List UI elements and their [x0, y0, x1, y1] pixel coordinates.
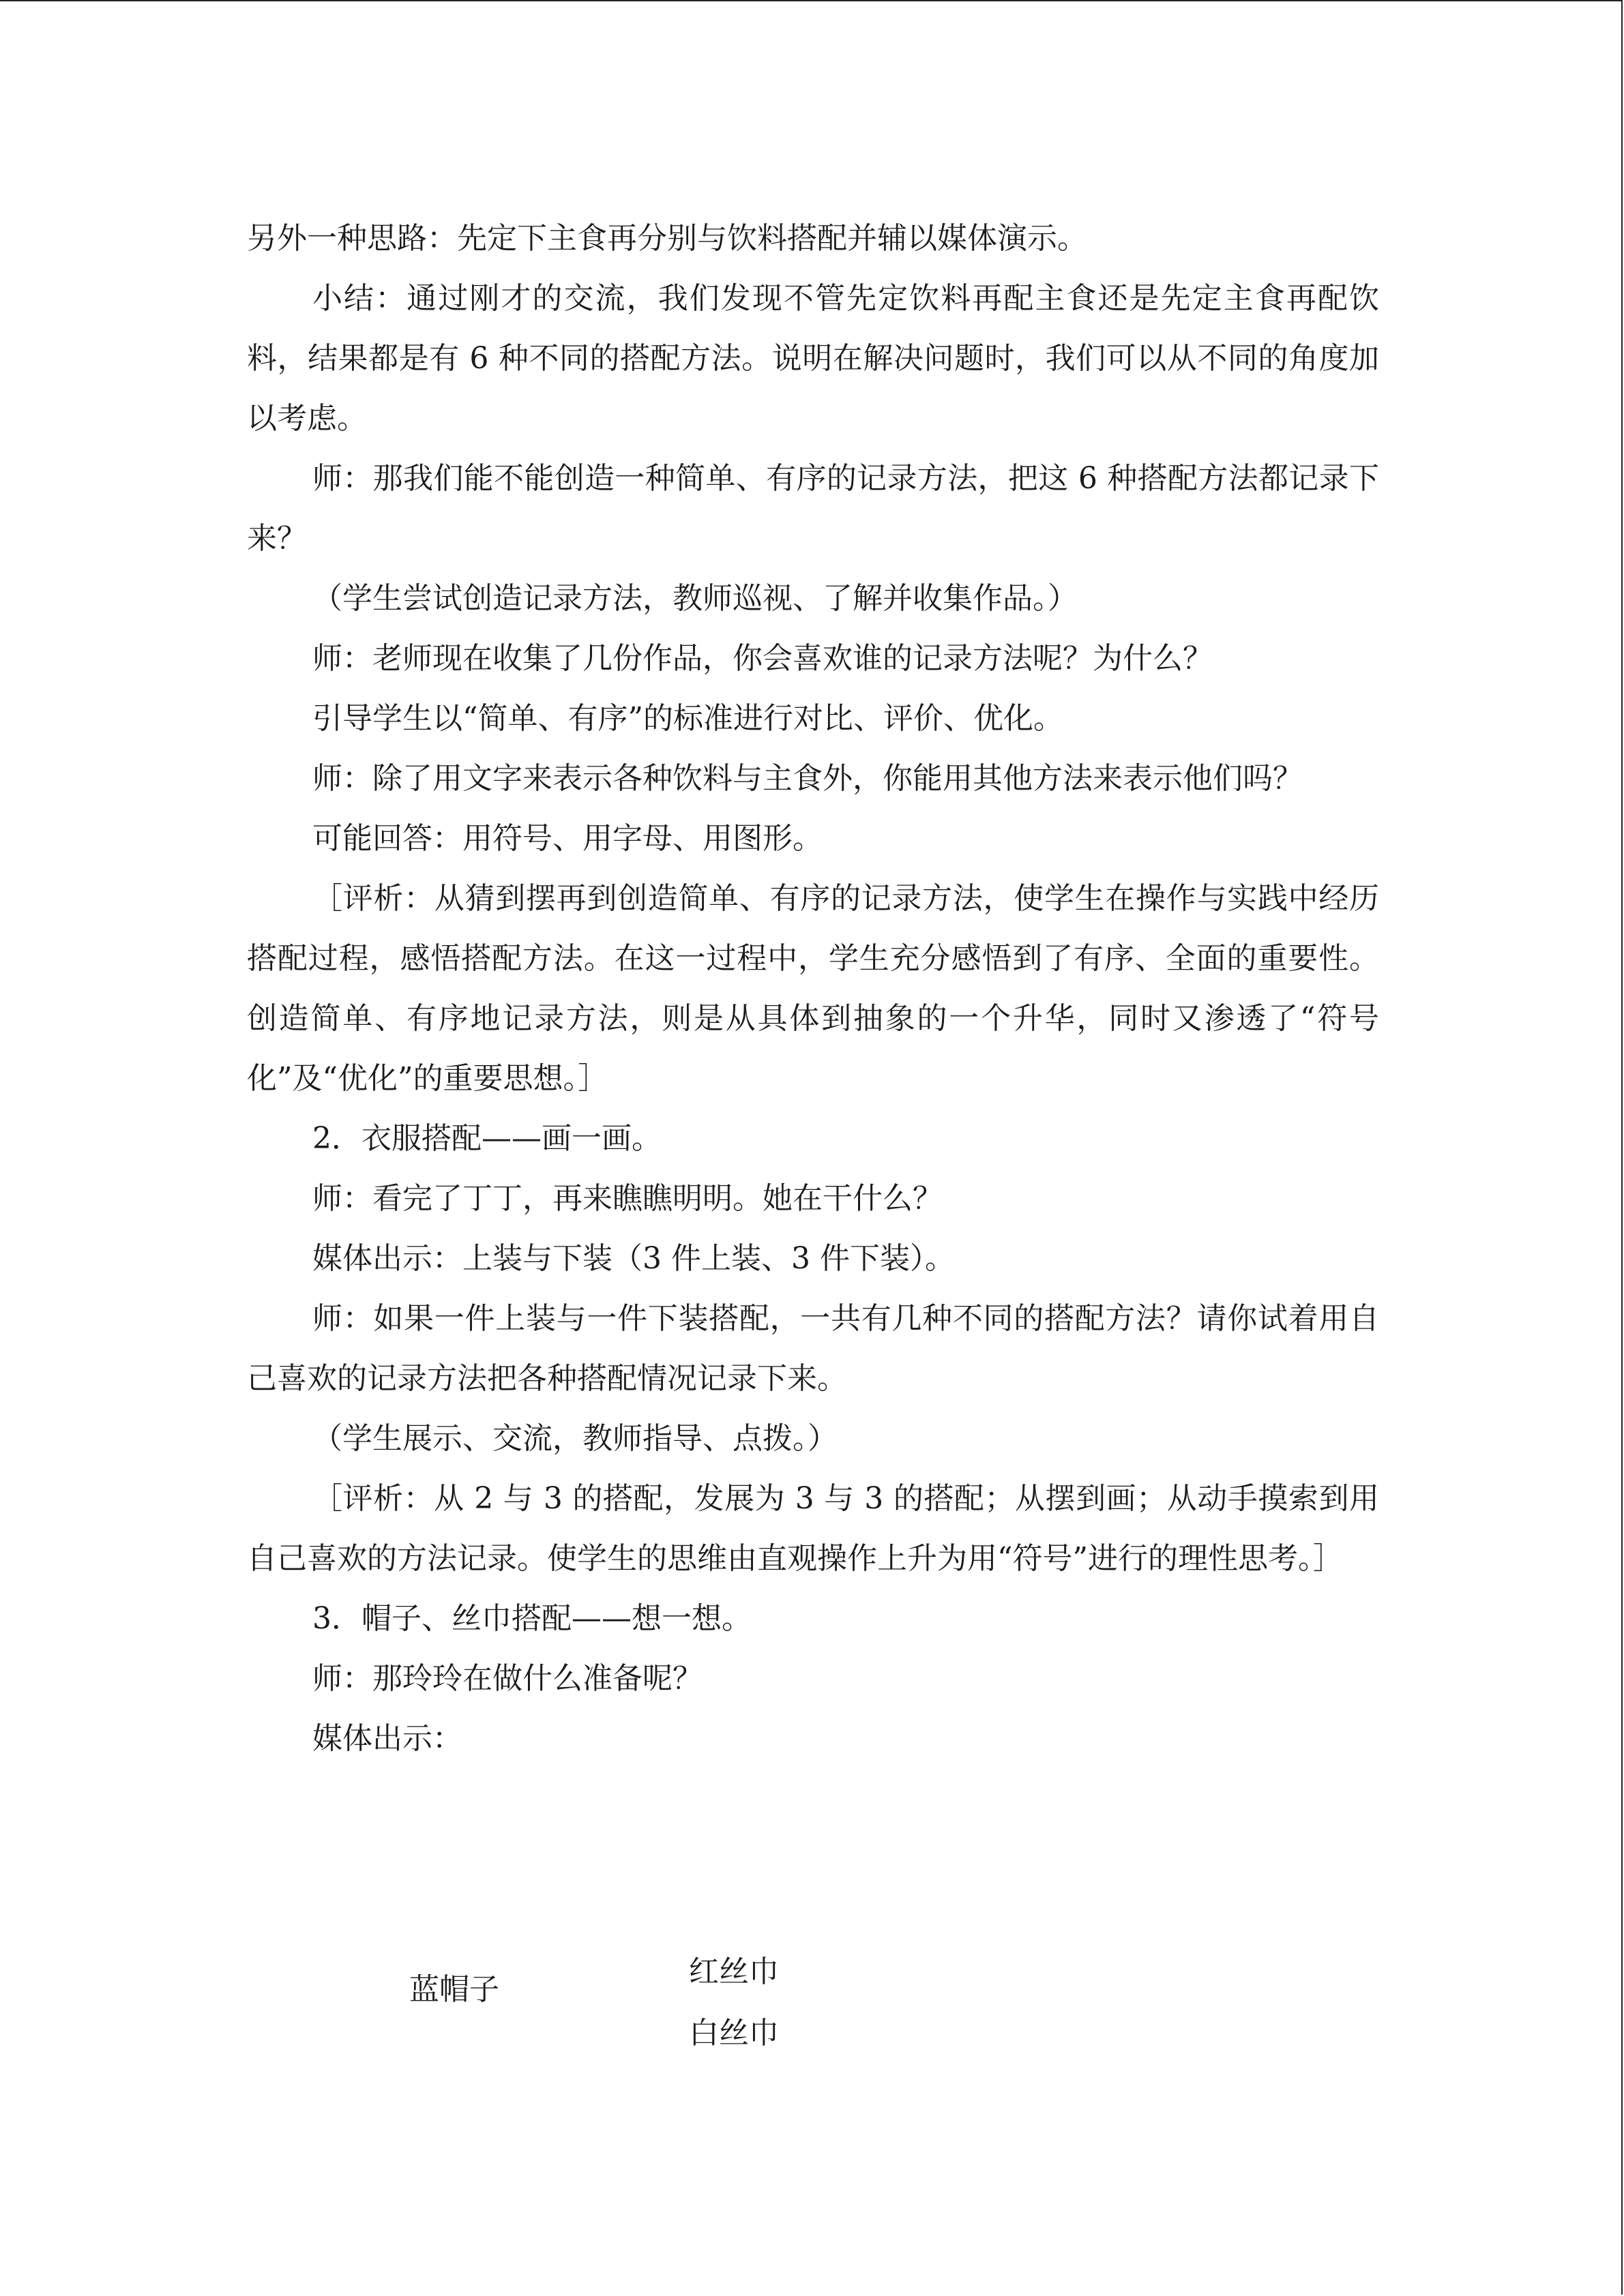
paragraph: 引导学生以“简单、有序”的标准进行对比、评价、优化。	[312, 701, 1063, 736]
paragraph: 3．帽子、丝巾搭配——想一想。	[312, 1601, 752, 1636]
paragraph: 师：除了用文字来表示各种饮料与主食外，你能用其他方法来表示他们吗？	[312, 761, 1303, 796]
scarf-label-red: 红丝巾	[689, 1954, 779, 1989]
paragraph: 师：那我们能不能创造一种简单、有序的记录方法，把这 6 种搭配方法都记录下来？	[247, 461, 1379, 556]
paragraph: 可能回答：用符号、用字母、用图形。	[312, 821, 823, 856]
paragraph: ［评析：从 2 与 3 的搭配，发展为 3 与 3 的搭配；从摆到画；从动手摸索到用自己喜欢的方法记录。使学生的思维由直观操作上升为用“符号”进行的理性思考。］	[247, 1481, 1379, 1576]
document-body	[247, 209, 1379, 1769]
paragraph: 媒体出示：上装与下装（3 件上装、3 件下装）。	[312, 1241, 955, 1276]
paragraph: 师：老师现在收集了几份作品，你会喜欢谁的记录方法呢？为什么？	[312, 641, 1213, 676]
paragraph: 师：看完了丁丁，再来瞧瞧明明。她在干什么？	[312, 1181, 943, 1216]
paragraph: 2．衣服搭配——画一画。	[312, 1121, 662, 1156]
scarf-label-white: 白丝巾	[689, 2016, 779, 2051]
paragraph: （学生尝试创造记录方法，教师巡视、了解并收集作品。）	[312, 581, 1078, 616]
paragraph: 另外一种思路：先定下主食再分别与饮料搭配并辅以媒体演示。	[247, 221, 1087, 256]
paragraph: 小结：通过刚才的交流，我们发现不管先定饮料再配主食还是先定主食再配饮料，结果都是有 6 种不同的搭配方法。说明在解决问题时，我们可以从不同的角度加以考虑。	[247, 281, 1379, 436]
paragraph: （学生展示、交流，教师指导、点拨。）	[312, 1421, 838, 1456]
paragraph: ［评析：从猜到摆再到创造简单、有序的记录方法，使学生在操作与实践中经历搭配过程，感悟搭配方法。在这一过程中，学生充分感悟到了有序、全面的重要性。创造简单、有序地记录方法，则是从具体到抽象的一个升华，同时又渗透了“符号化”及“优化”的重要思想。］	[247, 881, 1379, 1096]
paragraph: 师：如果一件上装与一件下装搭配，一共有几种不同的搭配方法？请你试着用自己喜欢的记录方法把各种搭配情况记录下来。	[247, 1301, 1379, 1396]
paragraph: 师：那玲玲在做什么准备呢？	[312, 1661, 703, 1696]
paragraph: 媒体出示：	[312, 1721, 462, 1756]
hat-label: 蓝帽子	[409, 1972, 499, 2007]
